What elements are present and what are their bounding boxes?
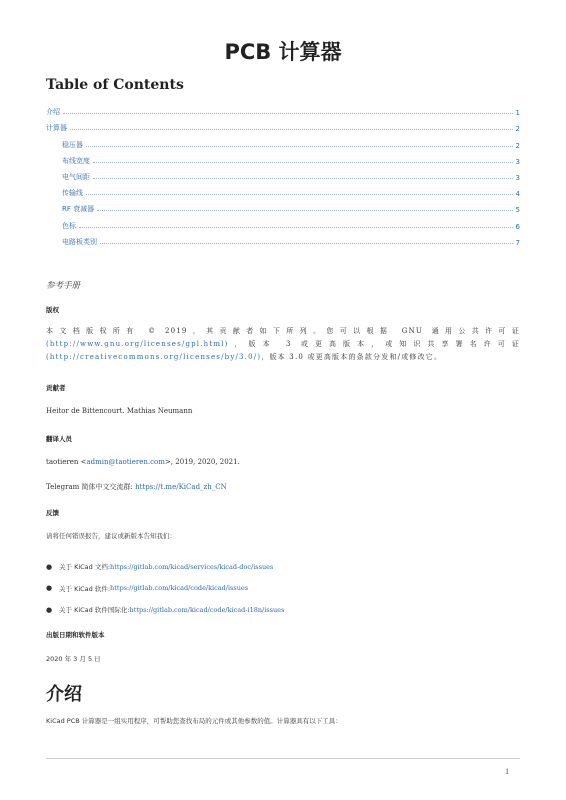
feedback-item-label: 关于 KiCad 软件国际化: [59, 606, 130, 615]
toc-subentry[interactable] [46, 214, 520, 230]
toc-entry-page: 4 [515, 190, 520, 199]
toc-entry-label: 介绍 [46, 108, 60, 117]
translator-line [46, 456, 520, 469]
copyright-text: ，版本 3.0 或更高版本的条款分发和/或修改它。 [261, 353, 443, 361]
toc-subentry[interactable] [46, 231, 520, 247]
toc-leader-dots [79, 227, 513, 228]
publication-date: 2020 年 3 月 5 日 [46, 655, 101, 663]
telegram-line [46, 481, 520, 494]
intro-heading: 介绍 [46, 684, 82, 705]
toc-entry-page: 3 [515, 157, 520, 166]
feedback-heading: 反馈 [46, 509, 59, 517]
intro-paragraph: KiCad PCB 计算器是一组实用程序，可帮助您查找布局的元件或其他参数的值。计算器具有以下工具： [46, 717, 342, 725]
toc-entry-page: 7 [515, 238, 520, 247]
gpl-link[interactable]: (http://www.gnu.org/licenses/gpl.html) [46, 340, 229, 348]
reference-manual-title: 参考手册 [46, 281, 81, 291]
toc-entry-label: 电路板类别 [62, 237, 97, 246]
copyright-heading: 版权 [46, 306, 59, 314]
toc-leader-dots [97, 210, 512, 211]
toc-subentry[interactable] [46, 166, 520, 182]
copyright-text: ，版本 3 或更高版本，或知识共享署名许可证 [228, 340, 520, 348]
contributors-text: Heitor de Bittencourt. Mathias Neumann [46, 407, 193, 415]
feedback-item-link[interactable]: https://gitlab.com/kicad/code/kicad-i18n/issues [129, 605, 285, 614]
toc-leader-dots [93, 162, 513, 163]
copyright-paragraph [46, 325, 520, 364]
toc-entry-label: 传输线 [62, 189, 83, 198]
toc-entry-label: 计算器 [46, 124, 67, 133]
toc-entry-label: 色标 [62, 221, 76, 230]
publication-heading: 出版日期和软件版本 [46, 631, 105, 639]
toc-entry[interactable] [46, 101, 520, 117]
bullet-icon: ● [46, 562, 53, 571]
page-number: 1 [505, 768, 510, 776]
toc-entry[interactable] [46, 117, 520, 133]
toc-entry-page: 3 [515, 173, 520, 182]
toc-entry-label: 布线宽度 [62, 156, 90, 165]
toc-entry-page: 1 [515, 109, 520, 118]
bullet-icon: ● [46, 605, 53, 614]
toc-entry-page: 6 [515, 222, 520, 231]
toc-leader-dots [100, 243, 513, 244]
toc-subentry[interactable] [46, 182, 520, 198]
feedback-intro: 请将任何错误报告，建议或新版本告知我们： [46, 532, 176, 540]
toc-entry-label: 稳压器 [62, 140, 83, 149]
contributors-heading: 贡献者 [46, 384, 66, 392]
toc-entry-page: 2 [515, 141, 520, 150]
footer-divider [46, 758, 520, 759]
document-title: PCB 计算器 [224, 40, 342, 64]
toc-subentry[interactable] [46, 133, 520, 149]
telegram-label: Telegram 简体中文交流群: [46, 483, 136, 491]
toc-entry-label: 电气间距 [62, 172, 90, 181]
toc-heading: Table of Contents [46, 77, 184, 93]
toc-entry-page: 5 [515, 206, 520, 215]
table-of-contents [46, 101, 520, 247]
feedback-item-label: 关于 KiCad 软件: [59, 584, 111, 593]
feedback-list [46, 556, 520, 621]
translator-email-link[interactable]: admin@taotieren.com [86, 458, 165, 466]
toc-subentry[interactable] [46, 150, 520, 166]
feedback-item [46, 599, 520, 621]
toc-leader-dots [93, 178, 513, 179]
toc-leader-dots [63, 113, 513, 114]
feedback-item-label: 关于 KiCad 文档: [59, 563, 111, 572]
feedback-item-link[interactable]: https://gitlab.com/kicad/code/kicad/issues [110, 584, 249, 593]
feedback-item [46, 556, 520, 578]
copyright-text: 本文档版权所有 © 2019，其贡献者如下所列。您可以根据 GNU 通用公共许可证 [46, 327, 520, 335]
bullet-icon: ● [46, 584, 53, 593]
toc-leader-dots [70, 129, 513, 130]
cc-license-link[interactable]: (http://creativecommons.org/licenses/by/3.0/) [46, 353, 262, 361]
toc-subentry[interactable] [46, 198, 520, 214]
toc-entry-label: RF 衰减器 [62, 205, 95, 214]
toc-leader-dots [86, 146, 513, 147]
toc-leader-dots [86, 194, 513, 195]
toc-entry-page: 2 [515, 125, 520, 134]
feedback-item-link[interactable]: https://gitlab.com/kicad/services/kicad-doc/issues [110, 562, 274, 571]
telegram-link[interactable]: https://t.me/KiCad_zh_CN [135, 483, 227, 491]
translators-heading: 翻译人员 [46, 435, 72, 443]
translator-name: taotieren < [46, 458, 87, 466]
translator-years: >, 2019, 2020, 2021. [164, 458, 240, 466]
feedback-item [46, 578, 520, 600]
